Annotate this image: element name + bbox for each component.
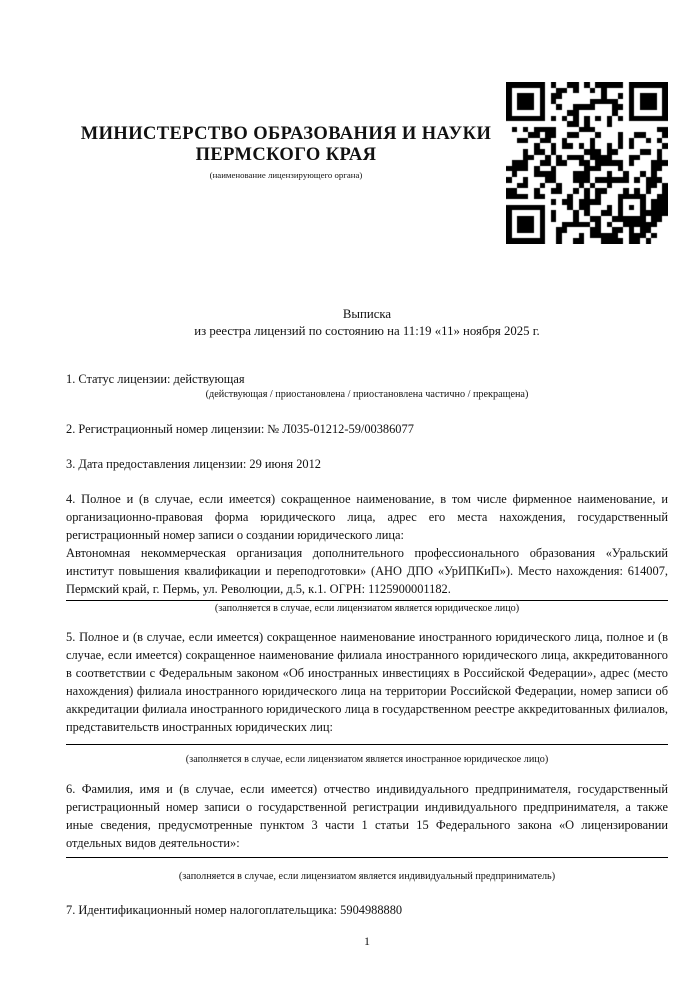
section-6-empty-field — [66, 852, 668, 858]
section-5-foreign-entity-label: 5. Полное и (в случае, если имеется) сокращенное наименование иностранного юридического лица, полное и (в случае, если имеется) сокращенное наименование филиала иностранного юридического лица, аккредитованного в соответствии с Федеральным законом «Об иностранных инвестициях в Российской Федерации», адрес (место нахождения) филиала иностранного юридического лица на территории Российской Федерации, номер записи об аккредитации филиала иностранного юридического лица в государственном реестре аккредитованных филиалов, представительств иностранных юридических лиц: — [66, 630, 668, 734]
document-title — [66, 306, 668, 339]
section-7-taxpayer-id: 7. Идентификационный номер налогоплательщика: 5904988880 — [66, 903, 403, 917]
section-3-grant-date: 3. Дата предоставления лицензии: 29 июня 2012 — [66, 457, 322, 471]
section-6-caption: (заполняется в случае, если лицензиатом является индивидуальный предприниматель) — [178, 871, 556, 882]
document-title-line2: из реестра лицензий по состоянию на 11:19 «11» ноября 2025 г. — [194, 323, 540, 338]
section-5-empty-field — [66, 736, 668, 745]
section-6-individual-entrepreneur-label: 6. Фамилия, имя и (в случае, если имеется) отчество индивидуального предпринимателя, государственный регистрационный номер записи о государственной регистрации индивидуального предпринимателя, а также иные сведения, предусмотренные пунктом 3 части 1 статьи 15 Федерального закона «О лицензировании отдельных видов деятельности»: — [66, 782, 668, 850]
section-4-legal-entity-label: 4. Полное и (в случае, если имеется) сокращенное наименование, в том числе фирменное наименование, и организационно-правовая форма юридического лица, адрес его места нахождения, государственный регистрационный номер записи о создании юридического лица: — [66, 492, 668, 542]
document-title-line1: Выписка — [342, 307, 392, 321]
section-1-caption: (действующая / приостановлена / приостановлена частично / прекращена) — [205, 389, 529, 400]
ministry-name-line1: МИНИСТЕРСТВО ОБРАЗОВАНИЯ И НАУКИ — [80, 124, 492, 144]
section-4-legal-entity-value: Автономная некоммерческая организация дополнительного профессионального образования «Уральский институт повышения квалификации и переподготовки» (АНО ДПО «УрИПКиП»). Место нахождения: 614007, Пермский край, г. Пермь, ул. Революции, д.5, к.1. ОГРН: 1125900001182. — [66, 544, 668, 601]
document-header — [66, 82, 668, 244]
page-number: 1 — [364, 934, 370, 948]
section-1-license-status: 1. Статус лицензии: действующая — [66, 372, 245, 386]
section-4-caption: (заполняется в случае, если лицензиатом является юридическое лицо) — [214, 603, 520, 614]
section-5-caption: (заполняется в случае, если лицензиатом является иностранное юридическое лицо) — [185, 754, 549, 765]
section-2-registration-number: 2. Регистрационный номер лицензии: № Л035-01212-59/00386077 — [66, 422, 414, 436]
licensing-authority-caption: (наименование лицензирующего органа) — [209, 170, 363, 180]
qr-code — [506, 82, 668, 244]
ministry-name-line2: ПЕРМСКОГО КРАЯ — [195, 145, 377, 165]
licensing-authority-block — [66, 82, 506, 181]
